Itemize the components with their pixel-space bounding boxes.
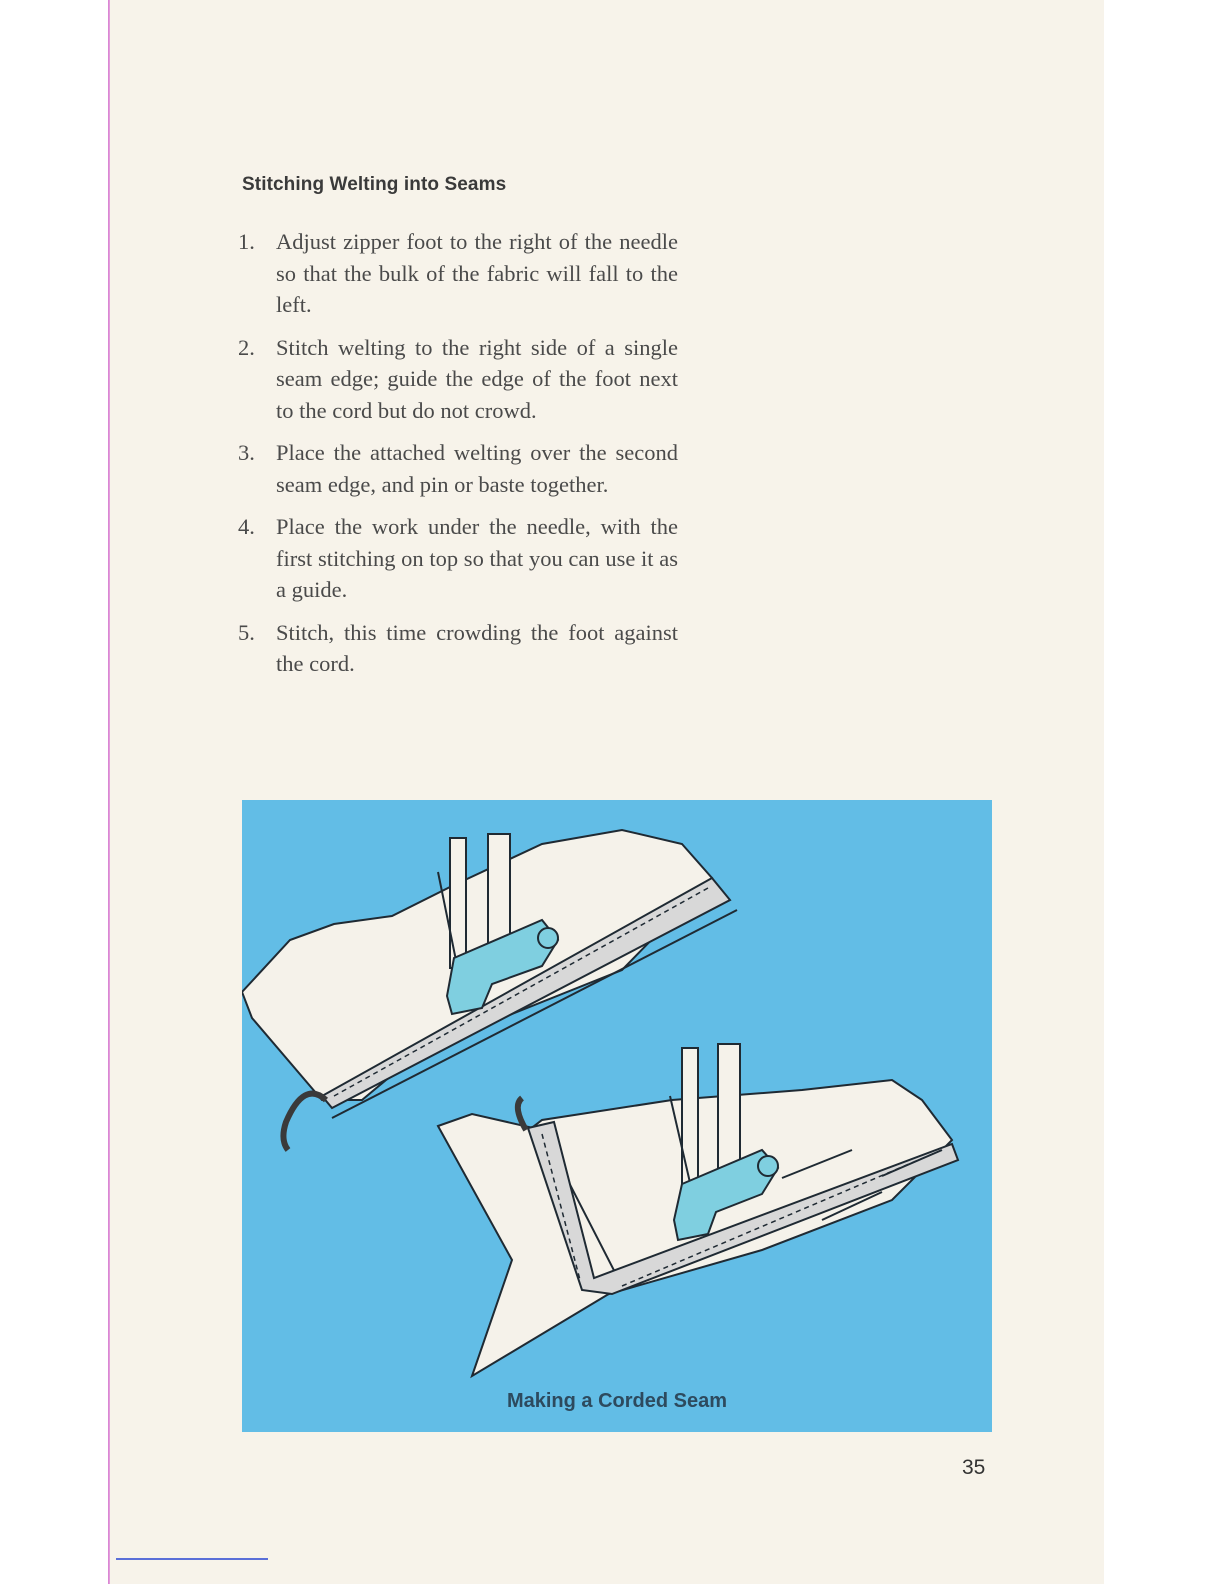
step-text: Stitch, this time crowding the foot against the cord. xyxy=(276,619,678,676)
step-number: 5. xyxy=(238,619,255,645)
corded-seam-illustration xyxy=(242,800,992,1432)
step-item xyxy=(238,332,678,427)
figure-caption: Making a Corded Seam xyxy=(506,1390,728,1412)
step-number: 2. xyxy=(238,334,255,360)
lower-foot-screw xyxy=(758,1156,778,1176)
steps-list xyxy=(238,226,678,691)
step-item xyxy=(238,437,678,500)
step-item xyxy=(238,226,678,321)
step-item xyxy=(238,511,678,606)
step-item xyxy=(238,617,678,680)
step-text: Stitch welting to the right side of a single seam edge; guide the edge of the foot next to the cord but do not crowd. xyxy=(276,334,678,423)
lower-presser-bar xyxy=(682,1048,698,1198)
bottom-rule xyxy=(116,1558,268,1560)
upper-presser-bar xyxy=(450,838,466,968)
step-text: Place the attached welting over the second seam edge, and pin or baste together. xyxy=(276,440,678,497)
upper-needle-bar xyxy=(488,834,510,944)
lower-needle-bar xyxy=(718,1044,740,1176)
upper-foot-screw xyxy=(538,928,558,948)
upper-cord xyxy=(283,1094,326,1150)
step-text: Adjust zipper foot to the right of the needle so that the bulk of the fabric will fall to the left. xyxy=(276,229,678,317)
step-number: 1. xyxy=(238,229,255,254)
section-heading: Stitching Welting into Seams xyxy=(242,174,507,195)
page-number: 35 xyxy=(962,1456,986,1479)
illustration-panel xyxy=(242,800,992,1432)
step-number: 4. xyxy=(238,514,255,539)
step-text: Place the work under the needle, with the first stitching on top so that you can use it as a guide. xyxy=(276,514,678,602)
step-number: 3. xyxy=(238,440,255,465)
